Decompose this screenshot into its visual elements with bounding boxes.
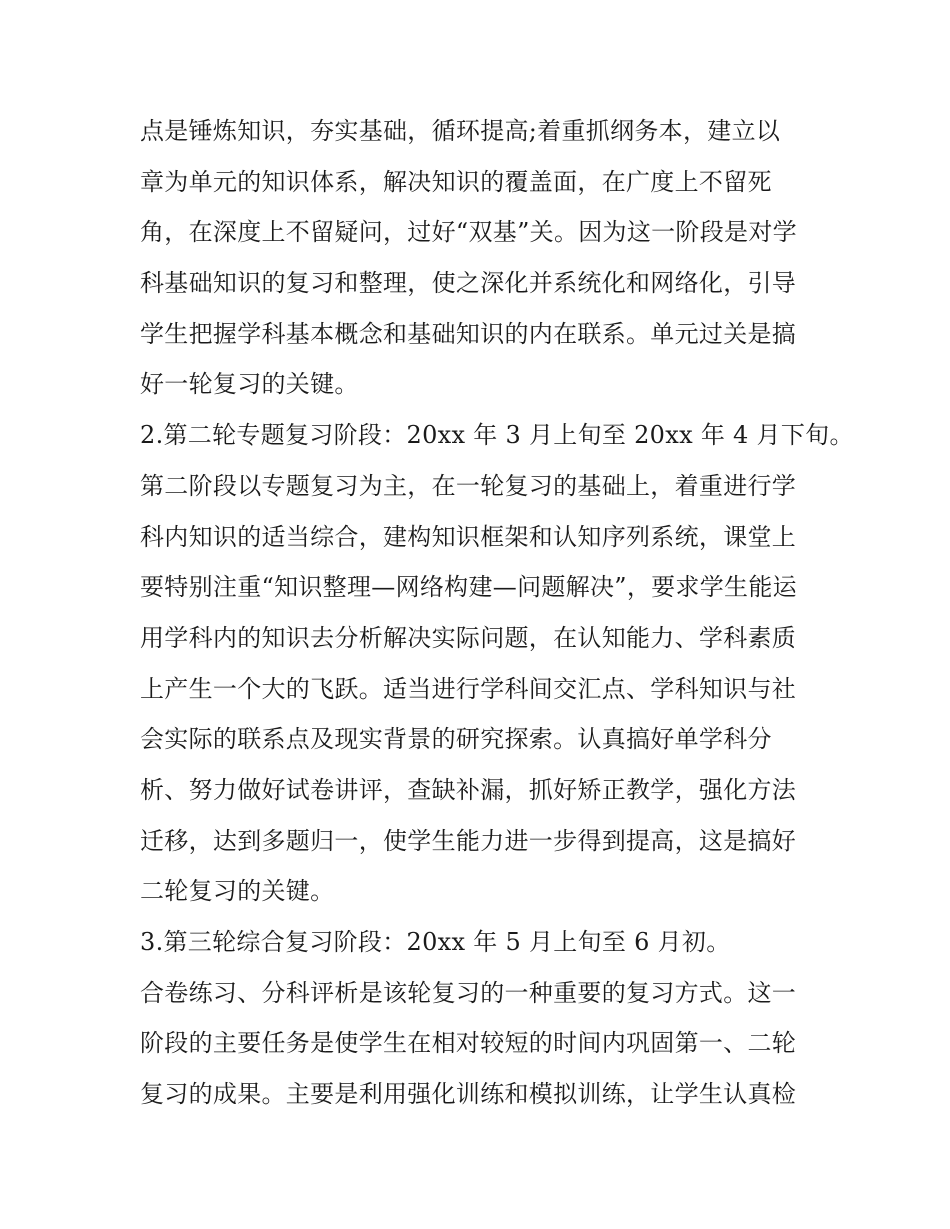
section-heading-2: 2.第二轮专题复习阶段：20xx 年 3 月上旬至 20xx 年 4 月下旬。 [140,421,854,450]
text-line: 会实际的联系点及现实背景的研究探索。认真搞好单学科分 [140,725,772,754]
text-line: 科内知识的适当综合，建构知识框架和认知序列系统，课堂上 [140,522,797,551]
text-line: 科基础知识的复习和整理，使之深化并系统化和网络化，引导 [140,269,797,298]
text-line: 阶段的主要任务是使学生在相对较短的时间内巩固第一、二轮 [140,1029,797,1058]
text-line: 章为单元的知识体系，解决知识的覆盖面，在广度上不留死 [140,167,772,196]
text-line: 学生把握学科基本概念和基础知识的内在联系。单元过关是搞 [140,319,797,348]
text-line: 第二阶段以专题复习为主，在一轮复习的基础上，着重进行学 [140,471,797,500]
body-text [140,106,854,1120]
text-line: 迁移，达到多题归一，使学生能力进一步得到提高，这是搞好 [140,826,797,855]
text-line: 用学科内的知识去分析解决实际问题，在认知能力、学科素质 [140,623,797,652]
text-line: 上产生一个大的飞跃。适当进行学科间交汇点、学科知识与社 [140,674,797,703]
text-line: 二轮复习的关键。 [140,877,335,906]
section-heading-3: 3.第三轮综合复习阶段：20xx 年 5 月上旬至 6 月初。 [140,928,731,956]
text-line: 复习的成果。主要是利用强化训练和模拟训练，让学生认真检 [140,1080,797,1109]
text-line: 好一轮复习的关键。 [140,370,359,399]
text-line: 要特别注重“知识整理—网络构建—问题解决”，要求学生能运 [140,573,797,602]
text-line: 点是锤炼知识，夯实基础，循环提高;着重抓纲务本，建立以 [140,117,781,145]
text-line: 析、努力做好试卷讲评，查缺补漏，抓好矫正教学，强化方法 [140,775,797,804]
text-line: 角，在深度上不留疑问，过好“双基”关。因为这一阶段是对学 [140,218,797,247]
text-line: 合卷练习、分科评析是该轮复习的一种重要的复习方式。这一 [140,978,797,1007]
